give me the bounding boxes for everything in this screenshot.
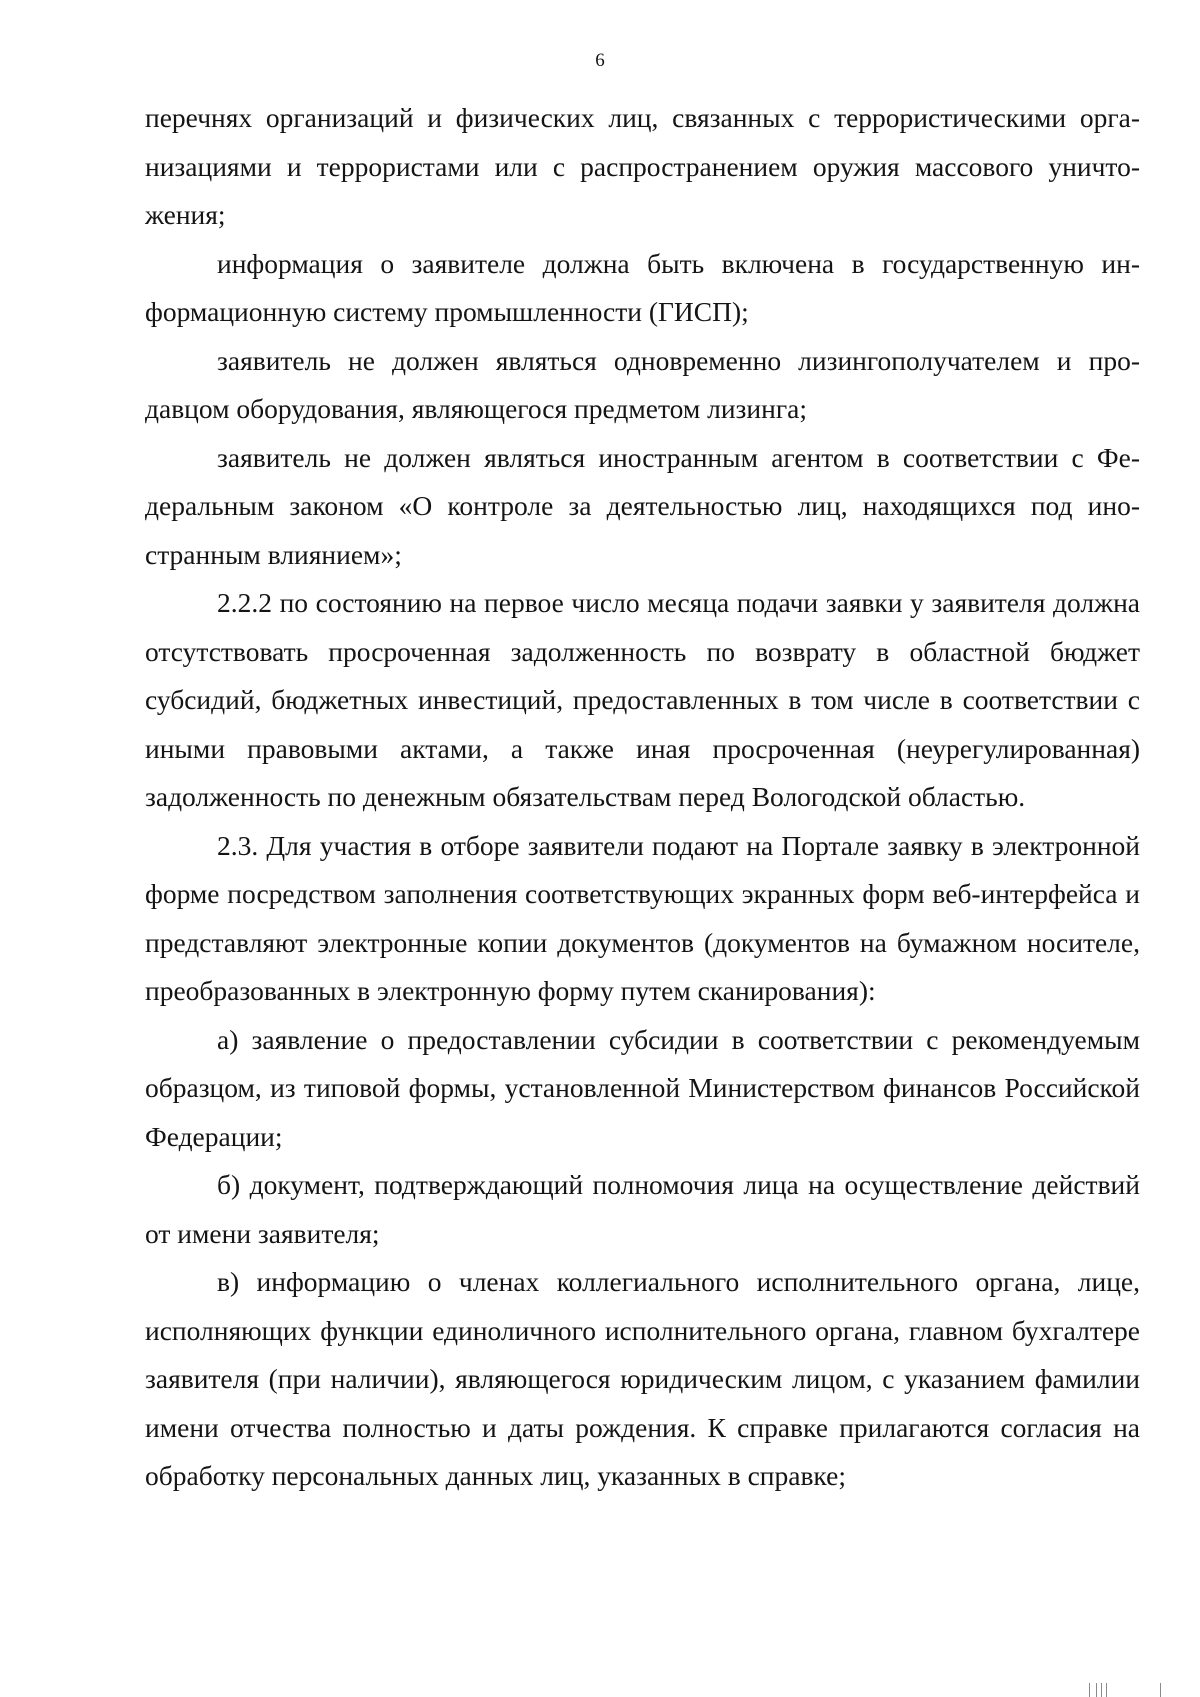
scan-artifact-mark — [1101, 1683, 1102, 1697]
paragraph-2-2-2: 2.2.2 по состоянию на первое число месяца подачи заявки у заявителя должна отсутствовать просроченная задолженность по возврату в областной бюджет субсидий, бюджетных инвестиций, предоставленных в том числе в соответствии с иными правовыми актами, а также иная просроченная (неурегулированная) задолженность по денежным обязательствам перед Вологодской областью. — [145, 587, 1140, 812]
paragraph-foreign-agent-requirement: заявитель не должен являться иностранным агентом в соответствии с Федеральным законом «О контроле за деятельностью лиц, находящихся под иностранным влиянием»; — [145, 441, 1140, 570]
paragraph-item-a: а) заявление о предоставлении субсидии в соответствии с рекомендуемым образцом, из типовой формы, установленной Министерством финансов Российской Федерации; — [145, 1023, 1140, 1152]
paragraph-list-continuation: перечнях организаций и физических лиц, связанных с террористическими организациями и террористами или с распространением оружия массового уничтожения; — [145, 102, 1140, 230]
paragraph-item-b: б) документ, подтверждающий полномочия лица на осуществление действий от имени заявителя; — [145, 1169, 1140, 1249]
paragraph-gisp-requirement: информация о заявителе должна быть включена в государственную информационную систему промышленности (ГИСП); — [145, 247, 1140, 327]
page-body — [145, 94, 1140, 1501]
paragraph-lessee-seller-requirement: заявитель не должен являться одновременно лизингополучателем и продавцом оборудования, являющегося предметом лизинга; — [145, 344, 1140, 424]
page-number: 6 — [595, 50, 605, 71]
paragraph-2-3: 2.3. Для участия в отборе заявители подают на Портале заявку в электронной форме посредством заполнения соответствующих экранных форм веб-интерфейса и представляют электронные копии документов (документов на бумажном носителе, преобразованных в электронную форму путем сканирования): — [145, 829, 1140, 1006]
scan-artifact-mark — [1106, 1683, 1107, 1697]
scan-artifact-mark — [1160, 1683, 1161, 1697]
scan-artifact-mark — [1096, 1683, 1097, 1697]
scan-artifact-mark — [1089, 1683, 1090, 1697]
paragraph-item-v: в) информацию о членах коллегиального исполнительного органа, лице, исполняющих функции единоличного исполнительного органа, главном бухгалтере заявителя (при наличии), являющегося юридическим лицом, с указанием фамилии имени отчества полностью и даты рождения. К справке прилагаются согласия на обработку персональных данных лиц, указанных в справке; — [145, 1266, 1140, 1491]
